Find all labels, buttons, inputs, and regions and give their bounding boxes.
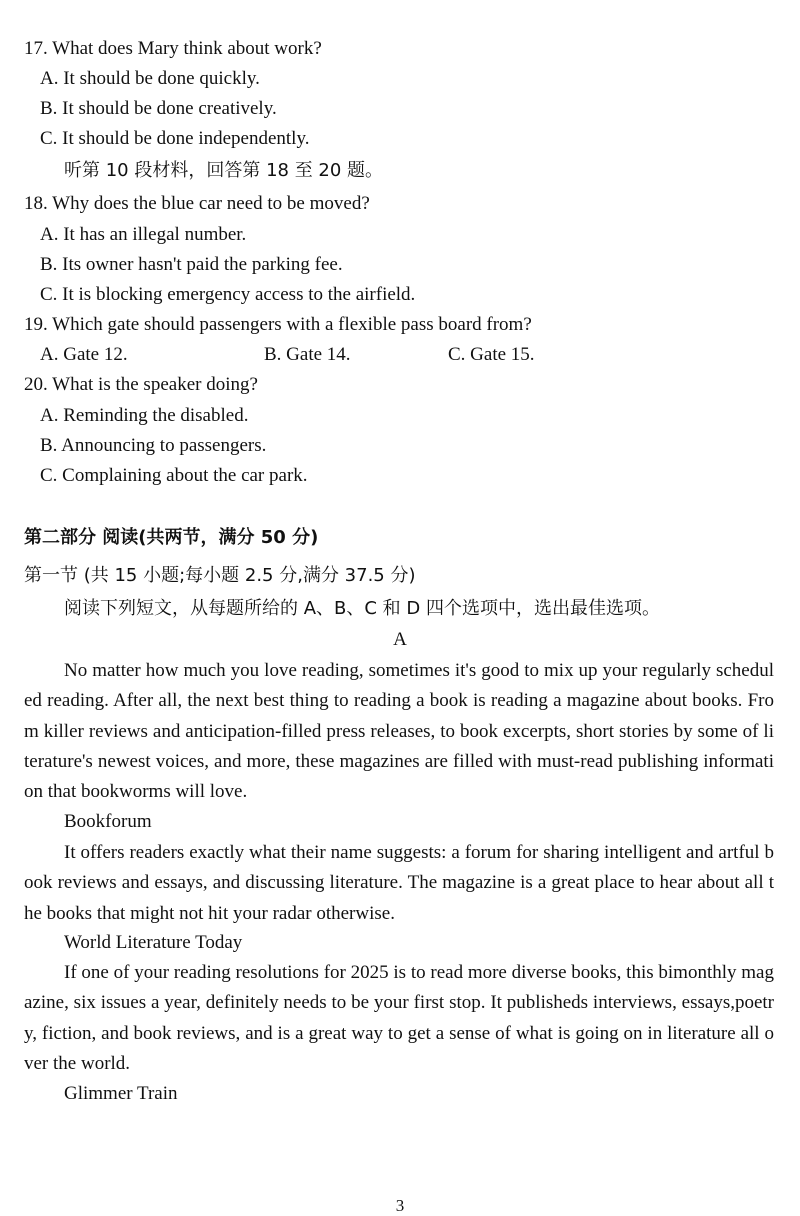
bookforum-heading: Bookforum [64, 811, 152, 832]
question-20-option-a: A. Reminding the disabled. [40, 405, 249, 426]
passage-letter: A [393, 629, 407, 650]
world-literature-today-heading: World Literature Today [64, 932, 243, 953]
question-20-option-b: B. Announcing to passengers. [40, 435, 267, 456]
question-17-option-b: B. It should be done creatively. [40, 98, 277, 119]
question-20-option-c: C. Complaining about the car park. [40, 465, 308, 486]
question-20-stem: 20. What is the speaker doing? [24, 374, 258, 395]
question-19-option-a: A. Gate 12. [40, 344, 128, 365]
passage-intro-paragraph: No matter how much you love reading, sometimes it's good to mix up your regularly scheduled reading. After all, the next best thing to reading a book is reading a magazine about books. From killer reviews and anticipation-filled press releases, to book excerpts, short stories by some of literature's newest voices, and more, these magazines are filled with must-read publishing information that bookworms will love. [24, 660, 774, 803]
question-18-option-a: A. It has an illegal number. [40, 224, 247, 245]
bookforum-paragraph: It offers readers exactly what their name suggests: a forum for sharing intelligent and artful book reviews and essays, and discussing literature. The magazine is a great place to hear about all the books that might not hit your radar otherwise. [24, 842, 774, 924]
reading-instruction: 阅读下列短文，从每题所给的 A、B、C 和 D 四个选项中，选出最佳选项。 [64, 598, 660, 619]
question-17-option-a: A. It should be done quickly. [40, 68, 260, 89]
page-number: 3 [395, 1196, 405, 1215]
question-17-option-c: C. It should be done independently. [40, 128, 310, 149]
question-19-options [40, 340, 780, 370]
question-18-stem: 18. Why does the blue car need to be moved? [24, 193, 370, 214]
part-2-title: 第二部分 阅读(共两节，满分 50 分) [24, 527, 319, 548]
listening-instruction-10: 听第 10 段材料，回答第 18 至 20 题。 [64, 160, 384, 181]
world-literature-today-paragraph: If one of your reading resolutions for 2025 is to read more diverse books, this bimonthly magazine, six issues a year, definitely needs to be your first stop. It publisheds interviews, essays,poetry, fiction, and book reviews, and is a great way to get a sense of what is going on in literature all over the world. [24, 962, 774, 1074]
question-19-stem: 19. Which gate should passengers with a flexible pass board from? [24, 314, 532, 335]
glimmer-train-heading: Glimmer Train [64, 1083, 178, 1104]
question-17-stem: 17. What does Mary think about work? [24, 38, 322, 59]
question-19-option-b: B. Gate 14. [264, 344, 351, 365]
section-1-title: 第一节 (共 15 小题;每小题 2.5 分,满分 37.5 分) [24, 565, 416, 586]
question-19-option-c: C. Gate 15. [448, 344, 535, 365]
question-18-option-b: B. Its owner hasn't paid the parking fee. [40, 254, 343, 275]
question-18-option-c: C. It is blocking emergency access to the airfield. [40, 284, 416, 305]
